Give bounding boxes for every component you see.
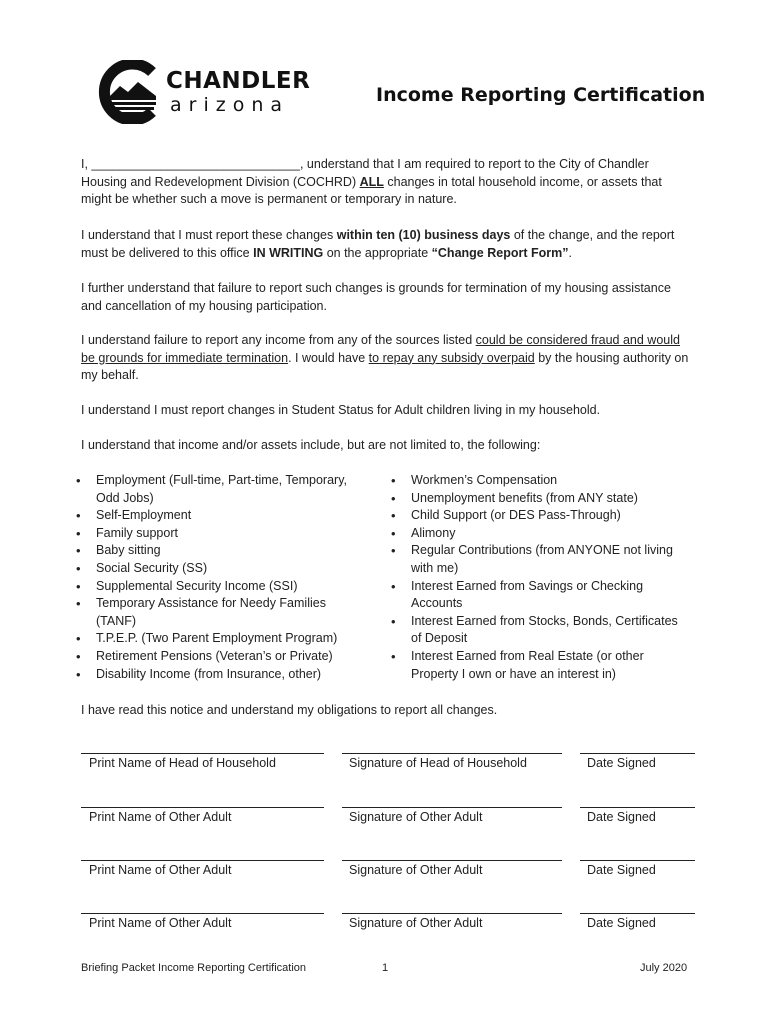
income-list-left: [76, 472, 368, 683]
underlined-repay: to repay any subsidy overpaid: [368, 350, 535, 365]
print-name-label: Print Name of Other Adult: [89, 916, 232, 930]
paragraph-text: . I would have: [288, 350, 369, 365]
page-title: Income Reporting Certification: [376, 84, 706, 106]
income-source-item: • Interest Earned from Savings or Checking Accounts: [391, 578, 691, 613]
print-name-line[interactable]: [81, 753, 324, 754]
emphasis-deadline: within ten (10) business days: [336, 228, 511, 242]
signature-label: Signature of Head of Household: [349, 756, 527, 770]
paragraph-text: I understand failure to report any income from any of the sources listed: [81, 333, 476, 347]
paragraph-income-intro: I understand that income and/or assets include, but are not limited to, the following:: [81, 438, 541, 452]
income-source-item: • Supplemental Security Income (SSI): [76, 578, 368, 596]
income-source-item: • Child Support (or DES Pass-Through): [391, 507, 691, 525]
income-source-item: • Temporary Assistance for Needy Families (TANF): [76, 595, 368, 630]
paragraph-text: on the appropriate: [323, 245, 432, 260]
print-name-label: Print Name of Other Adult: [89, 863, 232, 877]
income-source-item: • Self-Employment: [76, 507, 368, 525]
emphasis-form-name: “Change Report Form”: [431, 245, 569, 260]
logo-subtitle: arizona: [170, 94, 290, 116]
income-list-right: [391, 472, 691, 683]
signature-label: Signature of Other Adult: [349, 863, 483, 877]
income-source-item: • Interest Earned from Stocks, Bonds, Certificates of Deposit: [391, 613, 691, 648]
print-name-line[interactable]: [81, 807, 324, 808]
paragraph-acknowledgement: I have read this notice and understand my obligations to report all changes.: [81, 703, 498, 717]
date-line[interactable]: [580, 860, 695, 861]
income-source-item: • Family support: [76, 525, 368, 543]
paragraph-fraud: [81, 332, 691, 385]
print-name-line[interactable]: [81, 913, 324, 914]
income-source-item: • Retirement Pensions (Veteran’s or Private): [76, 648, 368, 666]
signature-line[interactable]: [342, 913, 562, 914]
income-source-item: • Workmen’s Compensation: [391, 472, 691, 490]
paragraph-text: changes in total household income, or assets that might be whether such a move is permanent or temporary in nature.: [81, 174, 662, 206]
print-name-label: Print Name of Other Adult: [89, 810, 232, 824]
income-source-item: • T.P.E.P. (Two Parent Employment Program): [76, 630, 368, 648]
date-line[interactable]: [580, 913, 695, 914]
date-line[interactable]: [580, 753, 695, 754]
income-source-item: • Interest Earned from Real Estate (or other Property I own or have an interest in): [391, 648, 691, 683]
signature-line[interactable]: [342, 807, 562, 808]
paragraph-text: I, ______________________________, understand that I am required to report to the City of Chandler Housing and Redevelopment Division (COCHRD): [81, 157, 649, 189]
paragraph-text: I understand that I must report these changes: [81, 228, 337, 242]
income-source-item: • Alimony: [391, 525, 691, 543]
emphasis-all: ALL: [359, 174, 384, 189]
paragraph-text: by the housing authority on my behalf.: [81, 350, 689, 382]
date-label: Date Signed: [587, 863, 656, 877]
date-label: Date Signed: [587, 756, 656, 770]
chandler-logo: [94, 60, 314, 126]
paragraph-requirement: [81, 156, 691, 209]
paragraph-student-status: I understand I must report changes in Student Status for Adult children living in my household.: [81, 403, 601, 417]
income-source-item: • Social Security (SS): [76, 560, 368, 578]
signature-line[interactable]: [342, 753, 562, 754]
income-source-item: • Regular Contributions (from ANYONE not living with me): [391, 542, 691, 577]
paragraph-text: .: [568, 245, 572, 260]
signature-label: Signature of Other Adult: [349, 810, 483, 824]
income-source-item: • Employment (Full-time, Part-time, Temporary, Odd Jobs): [76, 472, 368, 507]
signature-label: Signature of Other Adult: [349, 916, 483, 930]
signature-line[interactable]: [342, 860, 562, 861]
print-name-line[interactable]: [81, 860, 324, 861]
logo-wordmark: CHANDLER: [166, 68, 311, 94]
paragraph-text: of the change, and the report must be delivered to this office: [81, 228, 675, 260]
paragraph-deadline: [81, 227, 691, 262]
print-name-label: Print Name of Head of Household: [89, 756, 276, 770]
emphasis-in-writing: IN WRITING: [253, 245, 324, 260]
paragraph-termination: I further understand that failure to report such changes is grounds for termination of my housing assistance and cancellation of my housing participation.: [81, 281, 671, 313]
footer-page-number: 1: [382, 962, 389, 974]
footer-document-name: Briefing Packet Income Reporting Certification: [81, 962, 306, 974]
income-source-item: • Unemployment benefits (from ANY state): [391, 490, 691, 508]
income-source-item: • Disability Income (from Insurance, other): [76, 666, 368, 684]
date-label: Date Signed: [587, 810, 656, 824]
footer-date: July 2020: [640, 962, 688, 974]
income-source-item: • Baby sitting: [76, 542, 368, 560]
chandler-logo-mark-icon: [94, 60, 164, 124]
underlined-fraud: could be considered fraud and would be grounds for immediate termination: [81, 333, 680, 365]
date-line[interactable]: [580, 807, 695, 808]
date-label: Date Signed: [587, 916, 656, 930]
